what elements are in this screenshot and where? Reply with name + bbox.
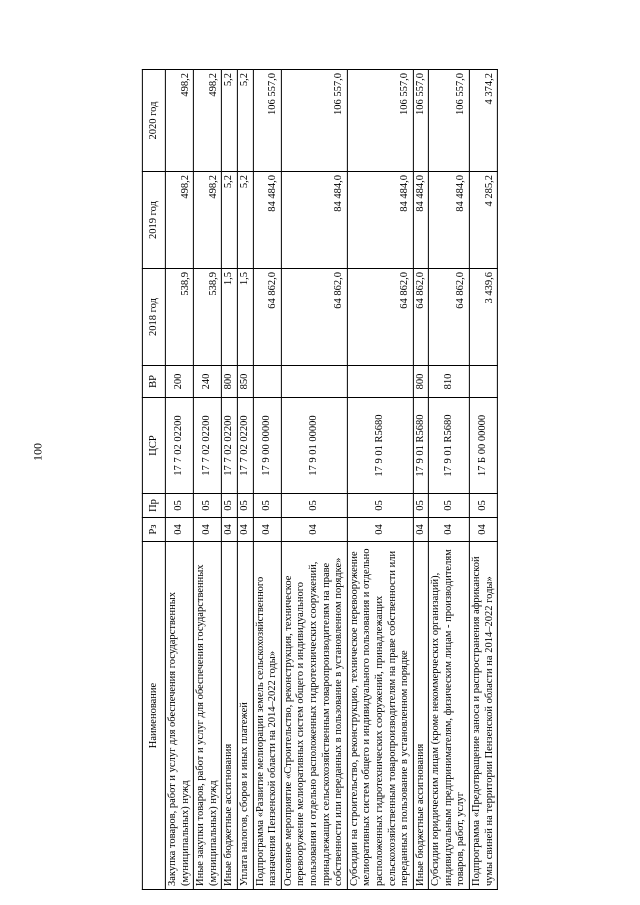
column-header-name: Наименование bbox=[142, 542, 165, 890]
row-vr: 800 bbox=[222, 366, 238, 398]
row-2019: 5,2 bbox=[222, 172, 238, 269]
table-row bbox=[253, 70, 281, 890]
row-2020: 106 557,0 bbox=[347, 70, 413, 172]
table-row bbox=[469, 70, 497, 890]
row-2020: 106 557,0 bbox=[281, 70, 347, 172]
row-vr: 850 bbox=[237, 366, 253, 398]
row-2019: 5,2 bbox=[237, 172, 253, 269]
row-pr: 05 bbox=[165, 494, 193, 518]
row-pr: 05 bbox=[469, 494, 497, 518]
row-vr bbox=[347, 366, 413, 398]
row-name: Закупка товаров, работ и услуг для обеспечения государственных (муниципальных) нужд bbox=[165, 542, 193, 890]
row-rz: 04 bbox=[347, 518, 413, 542]
row-2018: 64 862,0 bbox=[253, 269, 281, 366]
row-name: Субсидии на строительство, реконструкцию, техническое перевооружение мелиоративных систем общего и индивидуального пользования и отдельно расположенных гидротехнических сооружений, принадлежащих сельскохозяйственным товаропроизводителям на праве собственности или переданных в пользование в установленном порядке bbox=[347, 542, 413, 890]
row-pr: 05 bbox=[237, 494, 253, 518]
row-2018: 64 862,0 bbox=[281, 269, 347, 366]
row-csr: 17 7 02 02200 bbox=[237, 398, 253, 494]
row-2019: 84 484,0 bbox=[429, 172, 470, 269]
row-pr: 05 bbox=[194, 494, 222, 518]
table-row bbox=[413, 70, 429, 890]
column-header-2019: 2019 год bbox=[142, 172, 165, 269]
row-2018: 3 439,6 bbox=[469, 269, 497, 366]
row-2018: 538,9 bbox=[165, 269, 193, 366]
row-csr: 17 9 01 00000 bbox=[281, 398, 347, 494]
row-vr bbox=[253, 366, 281, 398]
row-2019: 84 484,0 bbox=[253, 172, 281, 269]
row-rz: 04 bbox=[469, 518, 497, 542]
table-row bbox=[222, 70, 238, 890]
row-rz: 04 bbox=[194, 518, 222, 542]
row-2020: 498,2 bbox=[165, 70, 193, 172]
row-rz: 04 bbox=[237, 518, 253, 542]
row-pr: 05 bbox=[413, 494, 429, 518]
row-vr: 240 bbox=[194, 366, 222, 398]
row-csr: 17 9 01 R5680 bbox=[413, 398, 429, 494]
row-name: Подпрограмма «Развитие мелиорации земель сельскохозяйственного назначения Пензенской области на 2014–2022 годы» bbox=[253, 542, 281, 890]
table-row bbox=[347, 70, 413, 890]
row-2018: 64 862,0 bbox=[429, 269, 470, 366]
row-csr: 17 7 02 02200 bbox=[165, 398, 193, 494]
row-csr: 17 7 02 02200 bbox=[194, 398, 222, 494]
table-row bbox=[429, 70, 470, 890]
row-2018: 1,5 bbox=[222, 269, 238, 366]
table-row bbox=[281, 70, 347, 890]
row-rz: 04 bbox=[222, 518, 238, 542]
row-2019: 84 484,0 bbox=[413, 172, 429, 269]
column-header-pr: Пр bbox=[142, 494, 165, 518]
row-vr: 200 bbox=[165, 366, 193, 398]
column-header-rz: Рз bbox=[142, 518, 165, 542]
row-2020: 498,2 bbox=[194, 70, 222, 172]
column-header-2020: 2020 год bbox=[142, 70, 165, 172]
row-2018: 538,9 bbox=[194, 269, 222, 366]
row-pr: 05 bbox=[347, 494, 413, 518]
row-name: Основное мероприятие «Строительство, реконструкция, техническое перевооружение мелиоративных систем общего и индивидуального пользования и отдельно расположенных гидротехнических сооружений, принадлежащих сельскохозяйственным товаропроизводителям на праве собственности или переданных в пользование в установленном порядке» bbox=[281, 542, 347, 890]
row-csr: 17 7 02 02200 bbox=[222, 398, 238, 494]
column-header-csr: ЦСР bbox=[142, 398, 165, 494]
row-rz: 04 bbox=[413, 518, 429, 542]
table-row bbox=[194, 70, 222, 890]
row-rz: 04 bbox=[253, 518, 281, 542]
row-name: Иные закупки товаров, работ и услуг для обеспечения государственных (муниципальных) нужд bbox=[194, 542, 222, 890]
row-2018: 1,5 bbox=[237, 269, 253, 366]
row-2020: 5,2 bbox=[237, 70, 253, 172]
column-header-2018: 2018 год bbox=[142, 269, 165, 366]
row-vr: 810 bbox=[429, 366, 470, 398]
row-2019: 84 484,0 bbox=[281, 172, 347, 269]
row-pr: 05 bbox=[253, 494, 281, 518]
row-csr: 17 Б 00 00000 bbox=[469, 398, 497, 494]
row-pr: 05 bbox=[222, 494, 238, 518]
row-csr: 17 9 01 R5680 bbox=[429, 398, 470, 494]
row-2020: 4 374,2 bbox=[469, 70, 497, 172]
row-2019: 498,2 bbox=[194, 172, 222, 269]
row-name: Уплата налогов, сборов и иных платежей bbox=[237, 542, 253, 890]
row-2019: 498,2 bbox=[165, 172, 193, 269]
row-name: Иные бюджетные ассигнования bbox=[413, 542, 429, 890]
row-vr: 800 bbox=[413, 366, 429, 398]
row-name: Субсидии юридическим лицам (кроме некоммерческих организаций), индивидуальным предпринимателям, физическим лицам - производителям товаров, работ, услуг bbox=[429, 542, 470, 890]
row-pr: 05 bbox=[429, 494, 470, 518]
row-2018: 64 862,0 bbox=[413, 269, 429, 366]
row-2019: 84 484,0 bbox=[347, 172, 413, 269]
row-2019: 4 285,2 bbox=[469, 172, 497, 269]
row-name: Иные бюджетные ассигнования bbox=[222, 542, 238, 890]
row-2020: 106 557,0 bbox=[253, 70, 281, 172]
row-name: Подпрограмма «Предотвращение заноса и распространения африканской чумы свиней на территории Пензенской области на 2014–2022 годы» bbox=[469, 542, 497, 890]
row-2018: 64 862,0 bbox=[347, 269, 413, 366]
row-2020: 106 557,0 bbox=[429, 70, 470, 172]
row-rz: 04 bbox=[429, 518, 470, 542]
row-vr bbox=[469, 366, 497, 398]
budget-table bbox=[142, 69, 498, 890]
row-2020: 106 557,0 bbox=[413, 70, 429, 172]
row-csr: 17 9 00 00000 bbox=[253, 398, 281, 494]
row-rz: 04 bbox=[165, 518, 193, 542]
row-vr bbox=[281, 366, 347, 398]
row-rz: 04 bbox=[281, 518, 347, 542]
column-header-vr: ВР bbox=[142, 366, 165, 398]
row-csr: 17 9 01 R5680 bbox=[347, 398, 413, 494]
rotated-table-container bbox=[142, 70, 498, 890]
row-2020: 5,2 bbox=[222, 70, 238, 172]
row-pr: 05 bbox=[281, 494, 347, 518]
page-number: 100 bbox=[30, 443, 45, 461]
table-header-row bbox=[142, 70, 165, 890]
table-row bbox=[165, 70, 193, 890]
table-row bbox=[237, 70, 253, 890]
